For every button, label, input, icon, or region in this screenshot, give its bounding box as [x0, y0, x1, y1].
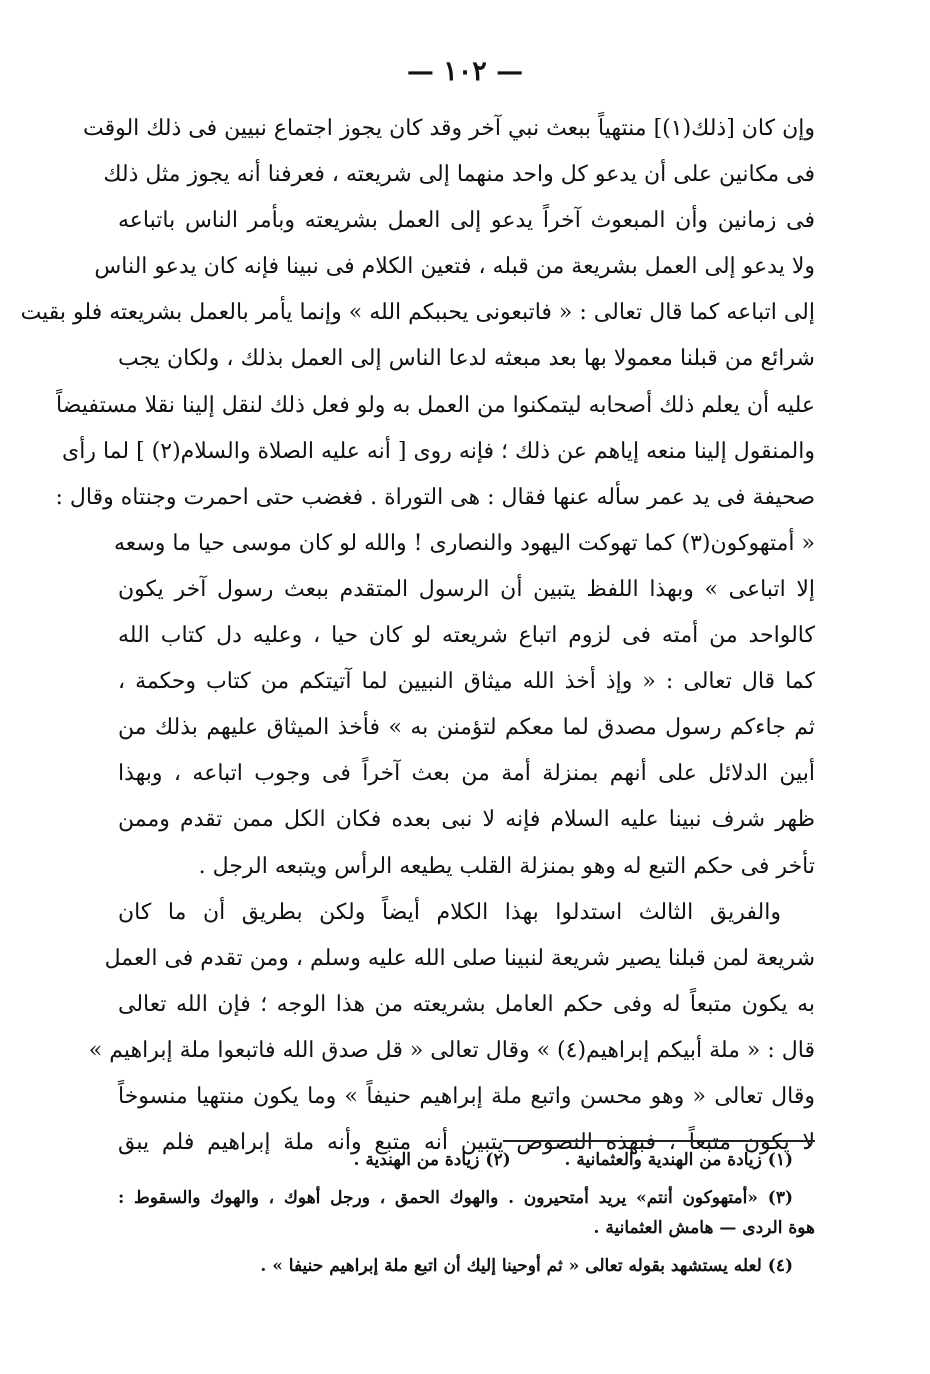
text-line: وقال تعالى « وهو محسن واتبع ملة إبراهيم حنيفاً » وما يكون منتهيا منسوخاً	[118, 1083, 815, 1109]
footnote-4: (٤) لعله يستشهد بقوله تعالى « ثم أوحينا إليك أن اتبع ملة إبراهيم حنيفا » .	[260, 1256, 793, 1276]
footnote-divider	[503, 1140, 815, 1142]
text-line: فى زمانين وأن المبعوث آخراً يدعو إلى العمل بشريعته وبأمر الناس باتباعه	[118, 208, 815, 234]
text-line: شرائع من قبلنا معمولا بها بعد مبعثه لدعا الناس إلى العمل بذلك ، ولكان يجب	[118, 346, 815, 372]
footnote-2: (٢) زيادة من الهندية .	[353, 1150, 511, 1170]
text-line: لا يكون متبعاً ، فبهذه النصوص يتبين أنه متبع وأنه ملة إبراهيم فلم يبق	[118, 1130, 815, 1156]
text-line: قال : « ملة أبيكم إبراهيم(٤) » وقال تعالى « قل صدق الله فاتبعوا ملة إبراهيم »	[88, 1037, 815, 1063]
footnote-3: (٣) «أمتهوكون أنتم» يريد أمتحيرون . والهوك الحمق ، ورجل أهوك ، والهوك والسقوط :	[118, 1188, 793, 1208]
text-line: « أمتهوكون(٣) كما تهوكت اليهود والنصارى ! والله لو كان موسى حيا ما وسعه	[113, 530, 815, 556]
text-line: فى مكانين على أن يدعو كل واحد منهما إلى شريعته ، فعرفنا أنه يجوز مثل ذلك	[103, 162, 815, 188]
text-line: كما قال تعالى : « وإذ أخذ الله ميثاق النبيين لما آتيتكم من كتاب وحكمة ،	[118, 669, 815, 695]
footnotes	[118, 1145, 815, 1281]
page-number: — ١٠٢ —	[406, 56, 524, 87]
text-line: أبين الدلائل على أنهم بمنزلة أمة من بعث آخراً فى وجوب اتباعه ، وبهذا	[118, 761, 815, 787]
footnote-row	[118, 1145, 815, 1175]
text-line: تأخر فى حكم التبع له وهو بمنزلة القلب يطيعه الرأس ويتبعه الرجل .	[198, 853, 815, 879]
text-line: شريعة لمن قبلنا يصير شريعة لنبينا صلى الله عليه وسلم ، ومن تقدم فى العمل	[104, 945, 815, 971]
text-line: إلا اتباعى » وبهذا اللفظ يتبين أن الرسول المتقدم ببعث رسول آخر يكون	[118, 576, 815, 602]
footnote-3-continued: هوة الردى — هامش العثمانية .	[593, 1218, 815, 1238]
text-line: صحيفة فى يد عمر سأله عنها فقال : هى التوراة . فغضب حتى احمرت وجنتاه وقال :	[55, 484, 815, 510]
text-line: ظهر شرف نبينا عليه السلام فإنه لا نبى بعده فكان الكل ممن تقدم وممن	[118, 807, 815, 833]
footnote-1: (١) زيادة من الهندية والعثمانية .	[564, 1150, 793, 1170]
text-line: وإن كان [ذلك(١)] منتهياً ببعث نبي آخر وقد كان يجوز اجتماع نبيين فى ذلك الوقت	[82, 116, 815, 141]
text-line: ثم جاءكم رسول مصدق لما معكم لتؤمنن به » فأخذ الميثاق عليهم بذلك من	[118, 715, 815, 741]
main-text	[20, 106, 815, 1166]
paragraph-start-line: والفريق الثالث استدلوا بهذا الكلام أيضاً ولكن بطريق أن ما كان	[118, 899, 781, 925]
text-line: عليه أن يعلم ذلك أصحابه ليتمكنوا من العمل به ولو فعل ذلك لنقل إلينا نقلا مستفيضاً	[56, 392, 815, 418]
text-line: إلى اتباعه كما قال تعالى : « فاتبعونى يحببكم الله » وإنما يأمر بالعمل بشريعته فلو بقيت	[20, 300, 815, 326]
text-line: كالواحد من أمته فى لزوم اتباع شريعته لو كان حيا ، وعليه دل كتاب الله	[118, 623, 815, 649]
text-line: والمنقول إلينا منعه إياهم عن ذلك ؛ فإنه روى [ أنه عليه الصلاة والسلام(٢) ] لما رأى	[62, 438, 815, 464]
text-line: ولا يدعو إلى العمل بشريعة من قبله ، فتعين الكلام فى نبينا فإنه كان يدعو الناس	[94, 254, 815, 280]
text-line: به يكون متبعاً له وفى حكم العامل بشريعته من هذا الوجه ؛ فإن الله تعالى	[118, 991, 815, 1017]
